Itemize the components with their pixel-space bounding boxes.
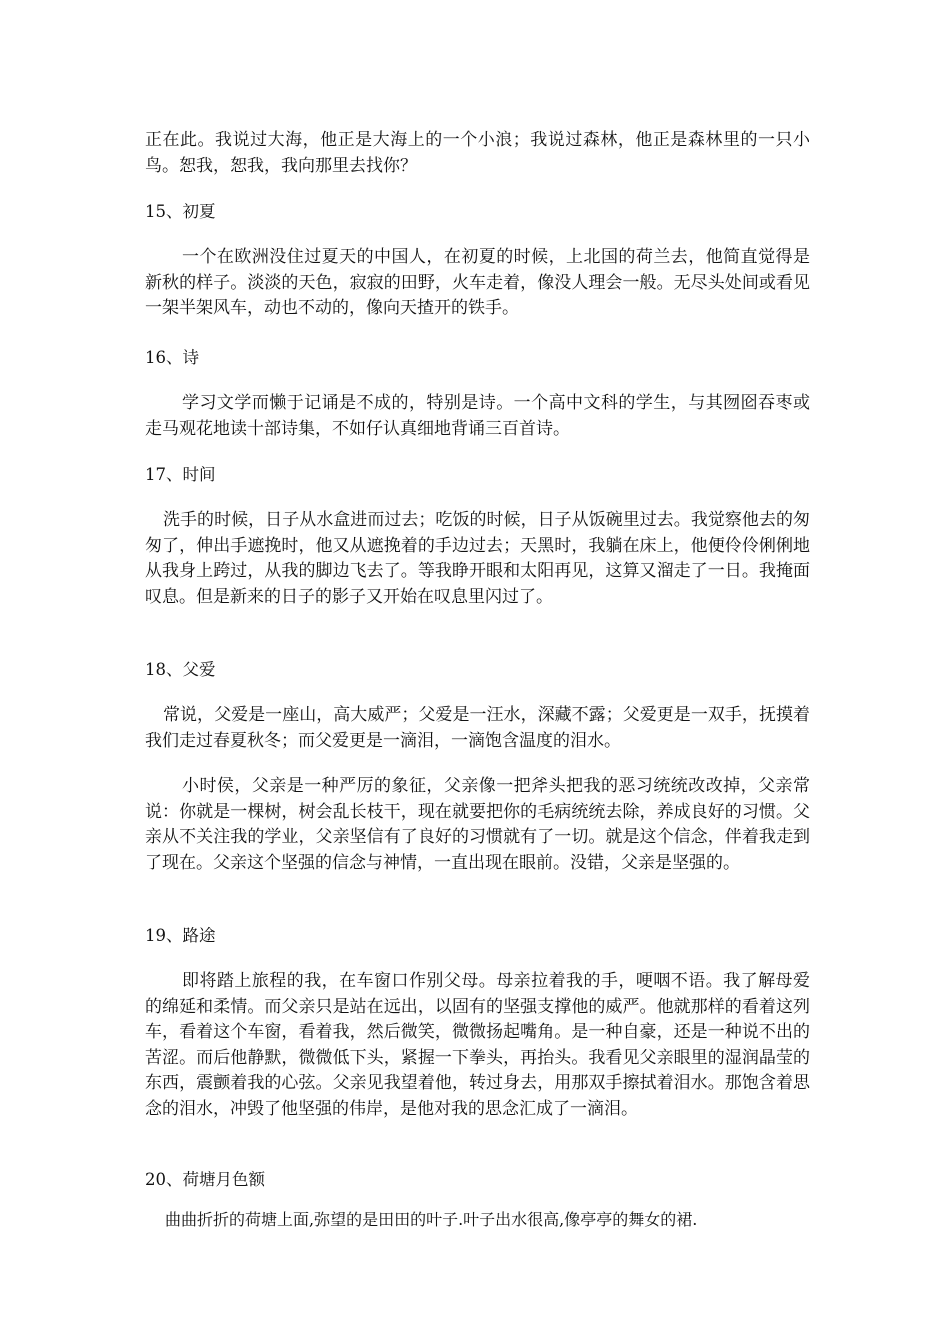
- section-heading-18: 18、父爱: [145, 660, 216, 679]
- section-16-paragraph: 学习文学而懒于记诵是不成的，特别是诗。一个高中文科的学生，与其囫囵吞枣或走马观花地读十部诗集，不如仔认真细地背诵三百首诗。: [145, 393, 810, 439]
- section-18-paragraph-1: 常说，父爱是一座山，高大威严；父爱是一汪水，深藏不露；父爱更是一双手，抚摸着我们走过春夏秋冬；而父爱更是一滴泪，一滴饱含温度的泪水。: [145, 705, 810, 751]
- section-20-paragraph: 曲曲折折的荷塘上面,弥望的是田田的叶子.叶子出水很高,像亭亭的舞女的裙.: [165, 1210, 698, 1229]
- section-19-paragraph: 即将踏上旅程的我，在车窗口作别父母。母亲拉着我的手，哽咽不语。我了解母爱的绵延和柔情。而父亲只是站在远出，以固有的坚强支撑他的威严。他就那样的看着这列车，看着这个车窗，看着我，然后微笑，微微扬起嘴角。是一种自豪，还是一种说不出的苦涩。而后他静默，微微低下头，紧握一下拳头，再抬头。我看见父亲眼里的湿润晶莹的东西，震颤着我的心弦。父亲见我望着他，转过身去，用那双手擦拭着泪水。那饱含着思念的泪水，冲毁了他坚强的伟岸，是他对我的思念汇成了一滴泪。: [145, 971, 810, 1119]
- section-17-paragraph: 洗手的时候，日子从水盒进而过去；吃饭的时候，日子从饭碗里过去。我觉察他去的匆匆了，伸出手遮挽时，他又从遮挽着的手边过去；天黑时，我躺在床上，他便伶伶俐俐地从我身上跨过，从我的脚边飞去了。等我睁开眼和太阳再见，这算又溜走了一日。我掩面叹息。但是新来的日子的影子又开始在叹息里闪过了。: [145, 510, 810, 607]
- section-heading-20: 20、荷塘月色额: [145, 1170, 265, 1189]
- section-heading-19: 19、路途: [145, 926, 216, 945]
- section-15-paragraph: 一个在欧洲没住过夏天的中国人，在初夏的时候，上北国的荷兰去，他简直觉得是新秋的样子。淡淡的天色，寂寂的田野，火车走着，像没人理会一般。无尽头处间或看见一架半架风车，动也不动的，像向天揸开的铁手。: [145, 247, 810, 319]
- section-heading-16: 16、诗: [145, 348, 199, 367]
- section-heading-15: 15、初夏: [145, 202, 216, 221]
- section-heading-17: 17、时间: [145, 465, 216, 484]
- section-18-paragraph-2: 小时侯，父亲是一种严厉的象征，父亲像一把斧头把我的恶习统统改改掉，父亲常说：你就是一棵树，树会乱长枝干，现在就要把你的毛病统统去除，养成良好的习惯。父亲从不关注我的学业，父亲坚信有了良好的习惯就有了一切。就是这个信念，伴着我走到了现在。父亲这个坚强的信念与神情，一直出现在眼前。没错，父亲是坚强的。: [145, 776, 810, 873]
- intro-paragraph: 正在此。我说过大海，他正是大海上的一个小浪；我说过森林，他正是森林里的一只小鸟。恕我，恕我，我向那里去找你？: [145, 130, 810, 176]
